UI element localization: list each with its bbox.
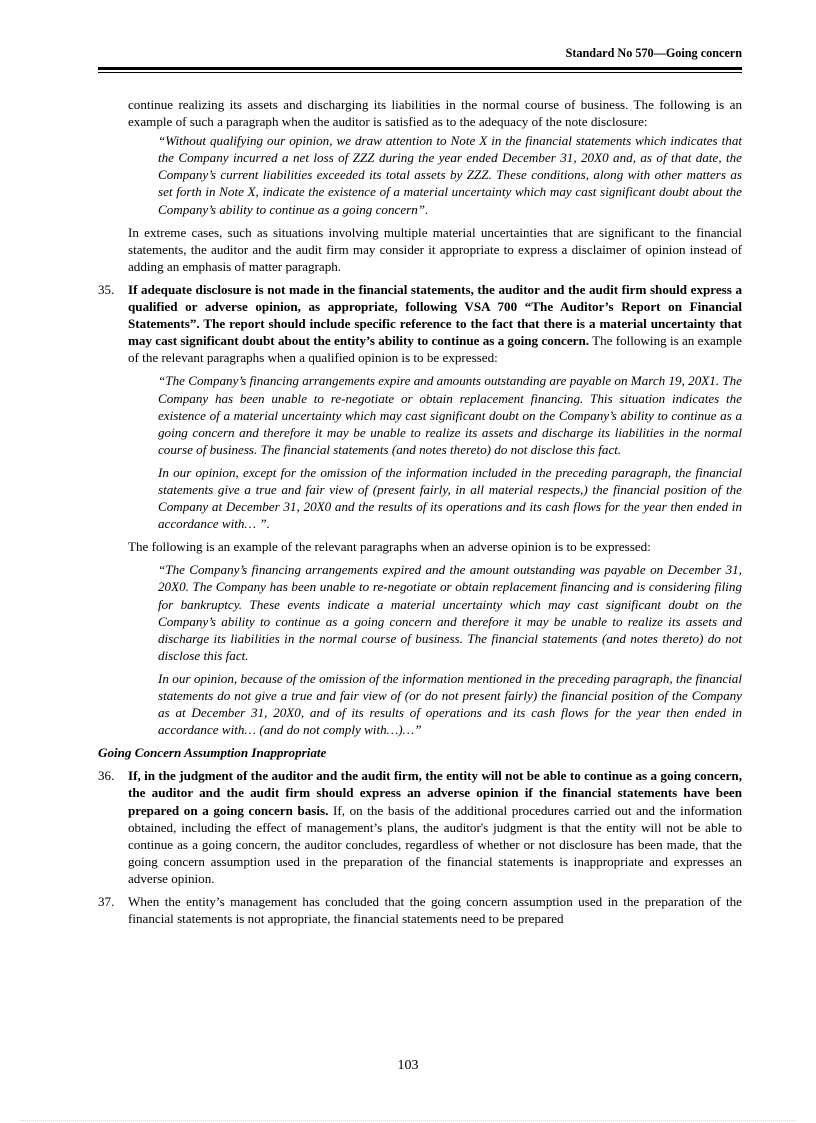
paragraph-number: 35. — [98, 281, 115, 297]
running-header: Standard No 570—Going concern — [565, 46, 742, 60]
paragraph-36-text: If, on the basis of the additional procedures carried out and the information obtained, including the effect of management’s plans, the auditor's judgment is that the entity will not be able to continue as a going concern, the auditor concludes, regardless of whether or not disclosure has been made, that the going concern assumption used in the preparation of the financial statements is inappropriate and expresses an adverse opinion. — [128, 802, 742, 886]
paragraph-number: 36. — [98, 768, 115, 784]
paragraph-number: 37. — [98, 894, 115, 910]
paragraph-37-text: When the entity’s management has concluded that the going concern assumption used in the preparation of the financial statements is not appropriate, the financial statements need to be prepared — [128, 894, 742, 927]
paragraph-35-requirement: If adequate disclosure is not made in the financial statements, the auditor and the audit firm should express a qualified or adverse opinion, as appropriate, following VSA 700 “The Auditor’s Report on Financial Statements”. The report should include specific reference to the fact that there is a material uncertainty that may cast significant doubt about the entity’s ability to continue as a going concern. — [128, 281, 742, 349]
header-rule-thin — [98, 72, 742, 73]
page-number: 103 — [397, 1058, 419, 1073]
continued-paragraph: continue realizing its assets and discharging its liabilities in the normal course of business. The following is an example of such a paragraph when the auditor is satisfied as to the adequacy of the note disclosure: — [128, 97, 742, 130]
paragraph-36-requirement: If, in the judgment of the auditor and the audit firm, the entity will not be able to continue as a going concern, the auditor and the audit firm should express an adverse opinion if the financial statements have been prepared on a going concern basis. — [128, 768, 742, 818]
paragraph-35-text: The following is an example of the relevant paragraphs when a qualified opinion is to be expressed: — [128, 333, 742, 366]
quote-qualified-1: “The Company’s financing arrangements expire and amounts outstanding are payable on March 19, 20X1. The Company has been unable to re-negotiate or obtain replacement financing. This situation indicates the existence of a material uncertainty which may cast significant doubt on the Company’s ability to continue as a going concern and therefore it may be unable to realize its assets and discharge its liabilities in the normal course of business. The financial statements (and notes thereto) do not disclose this fact. — [158, 373, 742, 457]
extreme-cases-paragraph: In extreme cases, such as situations involving multiple material uncertainties that are significant to the financial statements, the auditor and the audit firm may consider it appropriate to express a disclaimer of opinion instead of adding an emphasis of matter paragraph. — [128, 224, 742, 274]
section-heading: Going Concern Assumption Inappropriate — [98, 745, 327, 761]
header-rule-thick — [98, 67, 742, 70]
page-bottom-border — [20, 1120, 796, 1121]
adverse-intro-paragraph: The following is an example of the relevant paragraphs when an adverse opinion is to be expressed: — [128, 539, 651, 555]
quote-adverse-2: In our opinion, because of the omission of the information mentioned in the preceding paragraph, the financial statements do not give a true and fair view of (or do not present fairly) the financial position of the Company as at December 31, 20X0, and of its results of operations and its cash flows for the year then ended in accordance with… (and do not comply with…)…” — [158, 670, 742, 738]
page-body — [98, 96, 742, 933]
paragraph-37 — [98, 893, 742, 927]
quote-emphasis-of-matter: “Without qualifying our opinion, we draw attention to Note X in the financial statements which indicates that the Company incurred a net loss of ZZZ during the year ended December 31, 20X0 and, as of that date, the Company’s current liabilities exceeded its total assets by ZZZ. These conditions, along with other matters as set forth in Note X, indicate the existence of a material uncertainty which may cast significant doubt about the Company’s ability to continue as a going concern”. — [158, 133, 742, 217]
quote-qualified-2: In our opinion, except for the omission of the information included in the preceding paragraph, the financial statements give a true and fair view of (present fairly, in all material respects,) the financial position of the Company at December 31, 20X0 and the results of its operations and its cash flows for the year then ended in accordance with… ”. — [158, 464, 742, 532]
paragraph-35 — [98, 281, 742, 366]
quote-adverse-1: “The Company’s financing arrangements expired and the amount outstanding was payable on December 31, 20X0. The Company has been unable to re-negotiate or obtain replacement financing and is considering filing for bankruptcy. These events indicate a material uncertainty which may cast significant doubt on the Company’s ability to continue as a going concern and therefore it may be unable to realize its assets and discharge its liabilities in the normal course of business. The financial statements (and notes thereto) do not disclose this fact. — [158, 562, 742, 663]
paragraph-36 — [98, 767, 742, 887]
